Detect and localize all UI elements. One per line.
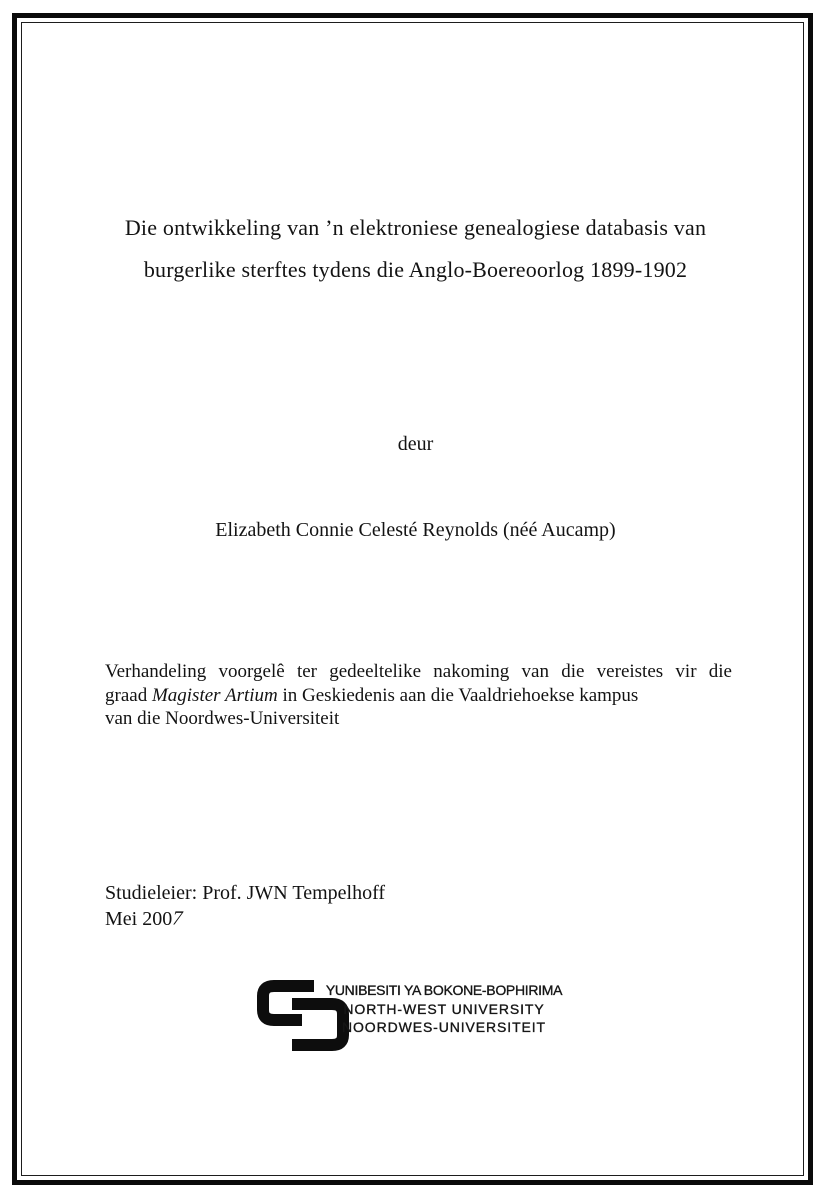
- submission-statement-line2: [105, 684, 732, 708]
- byline-label: deur: [397, 433, 434, 455]
- date-line: [105, 907, 385, 933]
- submission-statement: [105, 660, 732, 731]
- statement-line2-prefix: graad: [105, 684, 152, 706]
- statement-line2-suffix: in Geskiedenis aan die Vaaldriehoekse kampus: [277, 684, 639, 706]
- supervisor-block: [105, 881, 385, 932]
- logo-wordmark-english: NORTH-WEST UNIVERSITY: [343, 1000, 545, 1017]
- logo-wordmark-setswana: YUNIBESITI YA BOKONE-BOPHIRIMA: [325, 982, 563, 998]
- inner-border-rule: [21, 22, 804, 1176]
- thesis-title-line2: burgerlike sterftes tydens die Anglo-Boereoorlog 1899-1902: [143, 257, 688, 282]
- thesis-title: [20, 207, 811, 291]
- date-prefix: Mei 200: [105, 907, 173, 930]
- thesis-title-line1: Die ontwikkeling van ’n elektroniese genealogiese databasis van: [124, 215, 707, 240]
- submission-statement-line3: van die Noordwes-Universiteit: [105, 708, 340, 729]
- degree-name-italic: Magister Artium: [151, 684, 278, 706]
- date-last-digit: 7: [169, 907, 186, 929]
- author-name: Elizabeth Connie Celesté Reynolds (néé Aucamp): [215, 519, 616, 541]
- supervisor-line: Studieleier: Prof. JWN Tempelhoff: [105, 882, 386, 904]
- logo-wordmark-afrikaans: NOORDWES-UNIVERSITEIT: [341, 1019, 547, 1036]
- submission-statement-line1: Verhandeling voorgelê ter gedeeltelike nakoming van die vereistes vir die: [105, 661, 732, 682]
